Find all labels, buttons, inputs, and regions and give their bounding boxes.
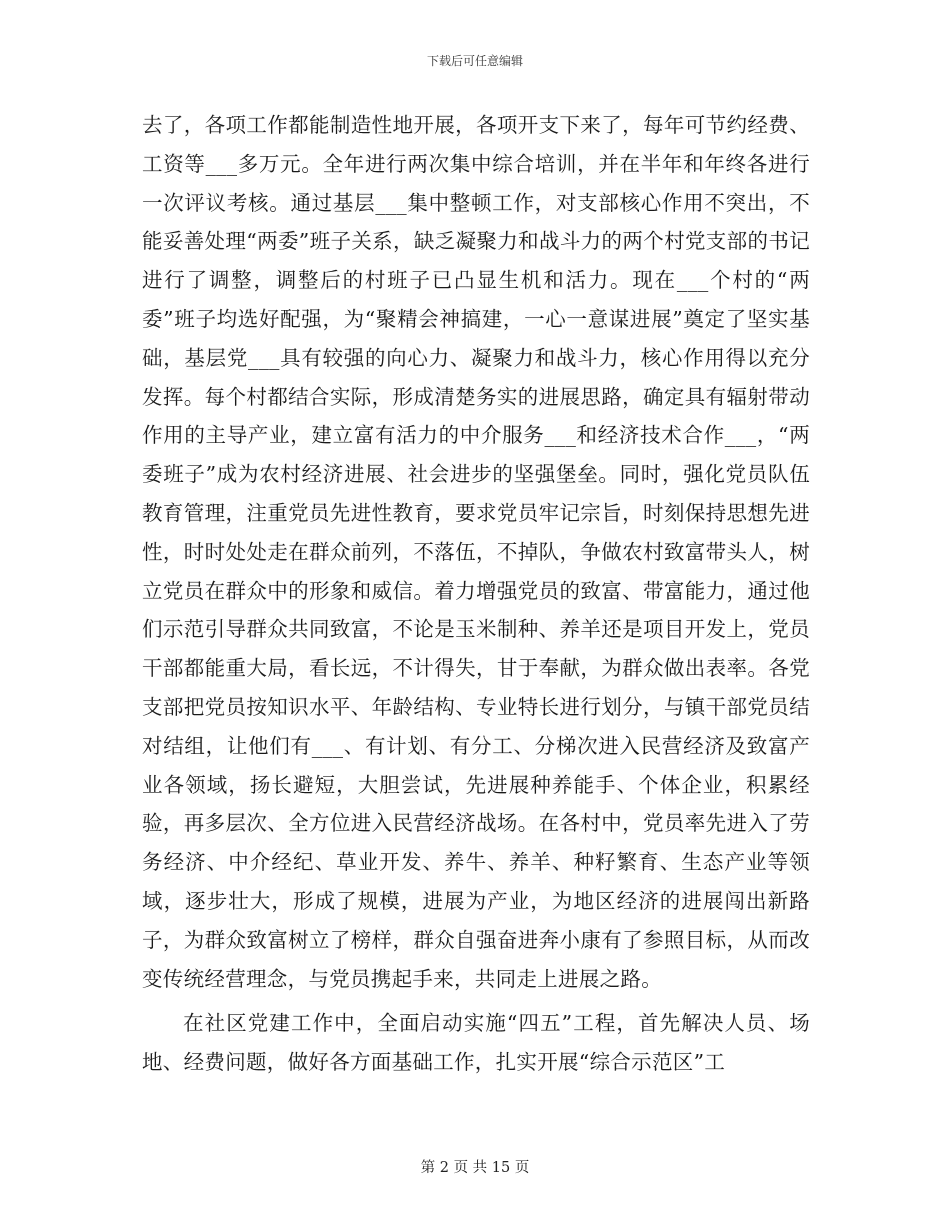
- page-number-footer: 第 2 页 共 15 页: [420, 1160, 530, 1176]
- page-header: 下载后可任意编辑: [426, 54, 523, 68]
- body-paragraph-2: 在社区党建工作中，全面启动实施“四五”工程，首先解决人员、场地、经费问题，做好各方面基础工作，扎实开展“综合示范区”工: [142, 1011, 810, 1075]
- document-body: [142, 106, 810, 1082]
- body-paragraph-1: 去了，各项工作都能制造性地开展，各项开支下来了，每年可节约经费、工资等___多万元。全年进行两次集中综合培训，并在半年和年终各进行一次评议考核。通过基层___集中整顿工作，对支部核心作用不突出，不能妥善处理“两委”班子关系，缺乏凝聚力和战斗力的两个村党支部的书记进行了调整，调整后的村班子已凸显生机和活力。现在___个村的“两委”班子均选好配强，为“聚精会神搞建，一心一意谋进展”奠定了坚实基础，基层党___具有较强的向心力、凝聚力和战斗力，核心作用得以充分发挥。每个村都结合实际，形成清楚务实的进展思路，确定具有辐射带动作用的主导产业，建立富有活力的中介服务___和经济技术合作___，“两委班子”成为农村经济进展、社会进步的坚强堡垒。同时，强化党员队伍教育管理，注重党员先进性教育，要求党员牢记宗旨，时刻保持思想先进性，时时处处走在群众前列，不落伍，不掉队，争做农村致富带头人，树立党员在群众中的形象和威信。着力增强党员的致富、带富能力，通过他们示范引导群众共同致富，不论是玉米制种、养羊还是项目开发上，党员干部都能重大局，看长远，不计得失，甘于奉献，为群众做出表率。各党支部把党员按知识水平、年龄结构、专业特长进行划分，与镇干部党员结对结组，让他们有___、有计划、有分工、分梯次进入民营经济及致富产业各领域，扬长避短，大胆尝试，先进展种养能手、个体企业，积累经验，再多层次、全方位进入民营经济战场。在各村中，党员率先进入了劳务经济、中介经纪、草业开发、养牛、养羊、种籽繁育、生态产业等领域，逐步壮大，形成了规模，进展为产业，为地区经济的进展闯出新路子，为群众致富树立了榜样，群众自强奋进奔小康有了参照目标，从而改变传统经营理念，与党员携起手来，共同走上进展之路。: [142, 113, 810, 991]
